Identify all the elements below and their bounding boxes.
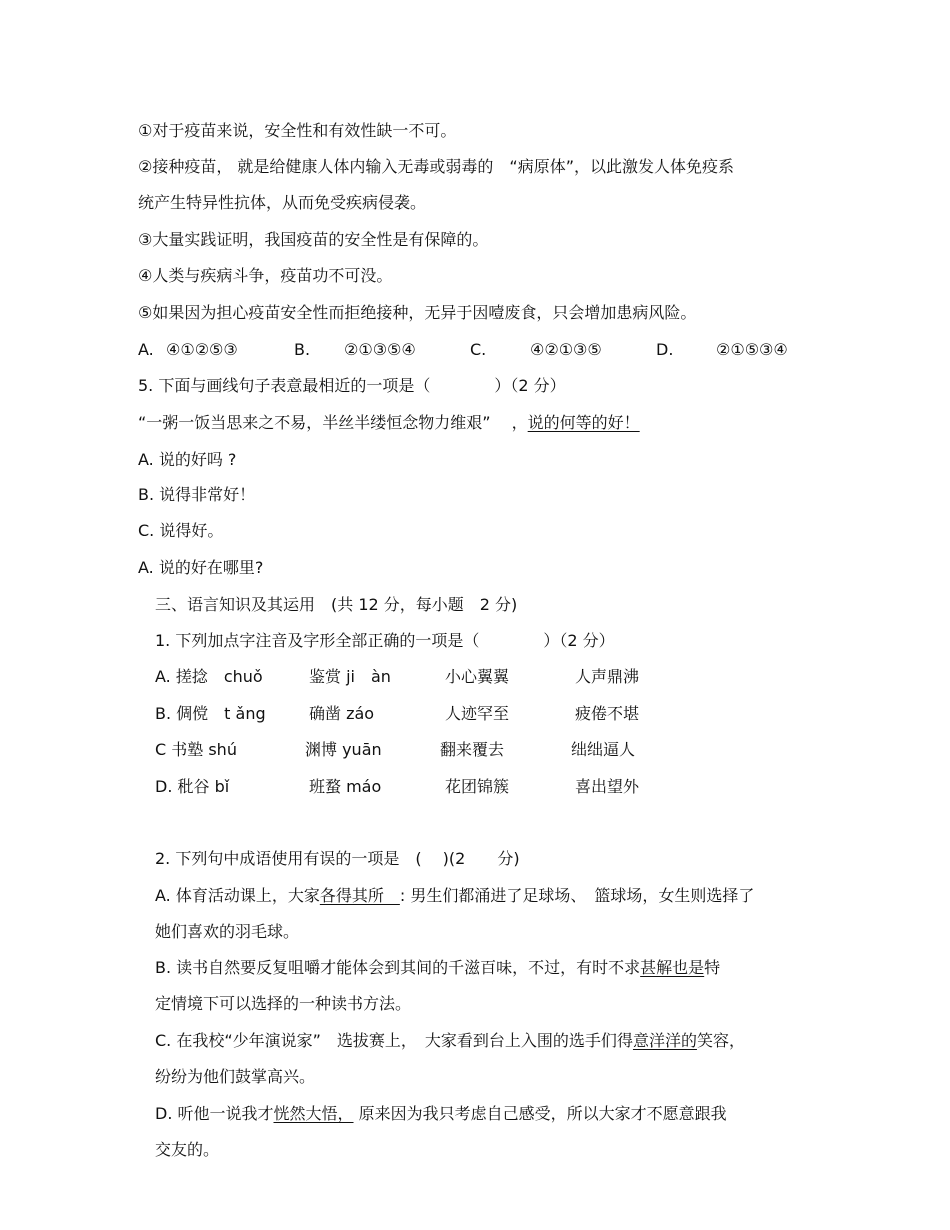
q5-quote-text: “一粥一饭当思来之不易，半丝半缕恒念物力维艰” ， xyxy=(138,413,528,432)
s3q1-c-col-1: C 书塾 shú xyxy=(155,740,237,759)
s3q2-d-idiom: 恍然大悟， xyxy=(273,1104,354,1123)
s3q1-c-col-3: 翻来覆去 xyxy=(440,740,505,759)
s3q1-b-col-3: 人迹罕至 xyxy=(445,704,510,723)
s3q2-c-text: C. 在我校“少年演说家” 选拔赛上， 大家看到台上入围的选手们 xyxy=(155,1031,617,1050)
q4-sentence-1: ①对于疫苗来说，安全性和有效性缺一不可。 xyxy=(138,121,457,140)
s3q1-c-col-2: 渊博 yuān xyxy=(305,740,382,759)
s3q2-option-d-line-1 xyxy=(155,1104,727,1124)
s3q2-a-text-cont: : 男生们都涌进了足球场、 篮球场，女生则选择了 xyxy=(399,886,755,905)
q5-option-1: A. 说的好吗 ? xyxy=(138,450,237,469)
s3q2-option-b-line-2: 定情境下可以选择的一种读书方法。 xyxy=(155,994,412,1013)
s3q1-b-col-4: 疲倦不堪 xyxy=(575,704,640,723)
s3q2-b-text-cont: 特 xyxy=(704,958,721,977)
s3q2-option-c-line-1 xyxy=(155,1031,745,1051)
s3q2-b-text: B. 读书自然要反复咀嚼才能体会到其间的千滋百味，不过，有时不求 xyxy=(155,958,641,977)
s3q1-d-col-2: 班蝥 máo xyxy=(309,777,382,796)
q4-option-b-value: ②①③⑤④ xyxy=(344,340,416,359)
q4-option-d-letter: D. xyxy=(656,340,674,359)
s3q1-b-col-1: B. 倜傥 t ǎng xyxy=(155,704,266,723)
s3q2-d-text-cont: 原来因为我只考虑自己感受，所以大家才不愿意跟我 xyxy=(353,1104,727,1123)
q4-sentence-4: ④人类与疾病斗争，疫苗功不可没。 xyxy=(138,266,393,285)
q5-stem: 5. 下面与画线句子表意最相近的一项是（ ）（2 分） xyxy=(138,376,566,395)
s3q2-option-a-line-1 xyxy=(155,886,754,906)
s3q1-d-col-4: 喜出望外 xyxy=(575,777,640,796)
q4-option-d-value: ②①⑤③④ xyxy=(716,340,788,359)
q4-sentence-3: ③大量实践证明，我国疫苗的安全性是有保障的。 xyxy=(138,230,489,249)
section-3-heading: 三、语言知识及其运用 (共 12 分，每小题 2 分) xyxy=(155,595,518,614)
s3q1-stem: 1. 下列加点字注音及字形全部正确的一项是（ ）（2 分） xyxy=(155,631,615,650)
s3q1-d-col-3: 花团锦簇 xyxy=(445,777,510,796)
s3q2-c-text-mid: 得 xyxy=(616,1031,633,1050)
s3q2-c-idiom: 意洋洋的 xyxy=(632,1031,697,1050)
s3q2-a-idiom: 各得其所 xyxy=(319,886,400,905)
s3q1-b-col-2: 确凿 záo xyxy=(309,704,375,723)
s3q2-option-b-line-1 xyxy=(155,958,720,978)
q4-option-c-letter: C. xyxy=(470,340,487,359)
s3q1-a-col-1: A. 搓捻 chuǒ xyxy=(155,667,263,686)
s3q1-a-col-2: 鉴赏 ji àn xyxy=(309,667,391,686)
s3q1-a-col-3: 小心翼翼 xyxy=(445,667,510,686)
s3q1-a-col-4: 人声鼎沸 xyxy=(575,667,640,686)
q4-option-c-value: ④②①③⑤ xyxy=(530,340,602,359)
q4-sentence-2-line-2: 统产生特异性抗体，从而免受疾病侵袭。 xyxy=(138,193,427,212)
q4-sentence-2-line-1: ②接种疫苗， 就是给健康人体内输入无毒或弱毒的 “病原体”，以此激发人体免疫系 xyxy=(138,157,735,176)
q5-quote xyxy=(138,413,640,433)
s3q1-c-col-4: 绌绌逼人 xyxy=(571,740,636,759)
s3q2-c-text-cont: 笑容， xyxy=(696,1031,745,1050)
s3q2-d-text: D. 听他一说我才 xyxy=(155,1104,274,1123)
s3q2-stem: 2. 下列句中成语使用有误的一项是 ( )(2 分) xyxy=(155,849,520,868)
q4-option-a-value: ④①②⑤③ xyxy=(166,340,238,359)
q5-option-3: C. 说得好。 xyxy=(138,521,224,540)
q5-option-4: A. 说的好在哪里? xyxy=(138,558,264,577)
q4-option-a-letter: A. xyxy=(138,340,154,359)
q5-option-2: B. 说得非常好！ xyxy=(138,485,256,504)
s3q1-d-col-1: D. 秕谷 bǐ xyxy=(155,777,230,796)
q4-sentence-5: ⑤如果因为担心疫苗安全性而拒绝接种，无异于因噎废食，只会增加患病风险。 xyxy=(138,303,697,322)
q4-option-b-letter: B. xyxy=(294,340,311,359)
s3q2-option-d-line-2: 交友的。 xyxy=(155,1140,220,1159)
s3q2-option-c-line-2: 纷纷为他们鼓掌高兴。 xyxy=(155,1067,316,1086)
s3q2-b-idiom: 甚解也是 xyxy=(640,958,705,977)
s3q2-a-text: A. 体育活动课上，大家 xyxy=(155,886,320,905)
s3q2-option-a-line-2: 她们喜欢的羽毛球。 xyxy=(155,922,300,941)
q5-underlined-sentence: 说的何等的好！ xyxy=(527,413,640,432)
